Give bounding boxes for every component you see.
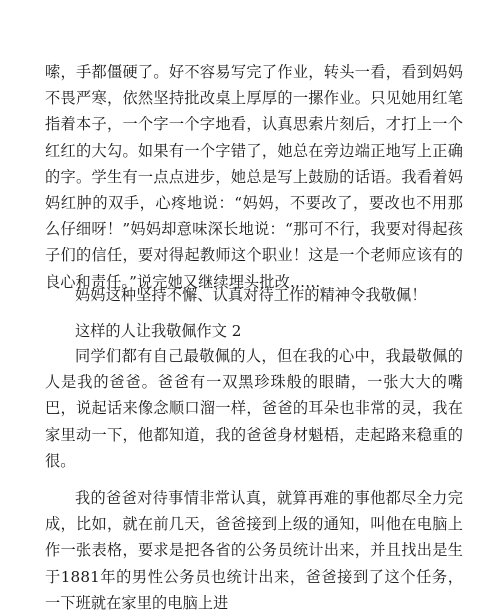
body-paragraph: 嗦，手都僵硬了。好不容易写完了作业，转头一看，看到妈妈不畏严寒，依然坚持批改桌上厚厚的一摞作业。只见她用红笔指着本子，一个字一个字地看，认真思索片刻后，才打上一个红红的大勾。如果有一个字错了，她总在旁边端正地写上正确的字。学生有一点点进步，她总是写上鼓励的话语。我看着妈妈红肿的双手，心疼地说：“妈妈，不要改了，要改也不用那么仔细呀！”妈妈却意味深长地说：“那可不行，我要对得起孩子们的信任，要对得起教师这个职业！这是一个老师应该有的良心和责任。”说完她又继续埋头批改…… (45, 63, 463, 291)
body-paragraph: 妈妈这种坚持不懈、认真对待工作的精神令我敬佩！ (75, 286, 427, 304)
body-paragraph: 我的爸爸对待事情非常认真，就算再难的事他都尽全力完成，比如，就在前几天，爸爸接到上级的通知，叫他在电脑上作一张表格，要求是把各省的公务员统计出来，并且找出是生于1881年的男性公务员也统计出来，爸爸接到了这个任务，一下班就在家里的电脑上进 (45, 489, 463, 612)
body-paragraph: 同学们都有自己最敬佩的人，但在我的心中，我最敬佩的人是我的爸爸。爸爸有一双黑珍珠般的眼睛，一张大大的嘴巴，说起话来像念顺口溜一样，爸爸的耳朵也非常的灵，我在家里动一下，他都知道，我的爸爸身材魁梧，走起路来稳重的很。 (45, 347, 463, 470)
essay-heading: 这样的人让我敬佩作文 2 (75, 322, 242, 340)
